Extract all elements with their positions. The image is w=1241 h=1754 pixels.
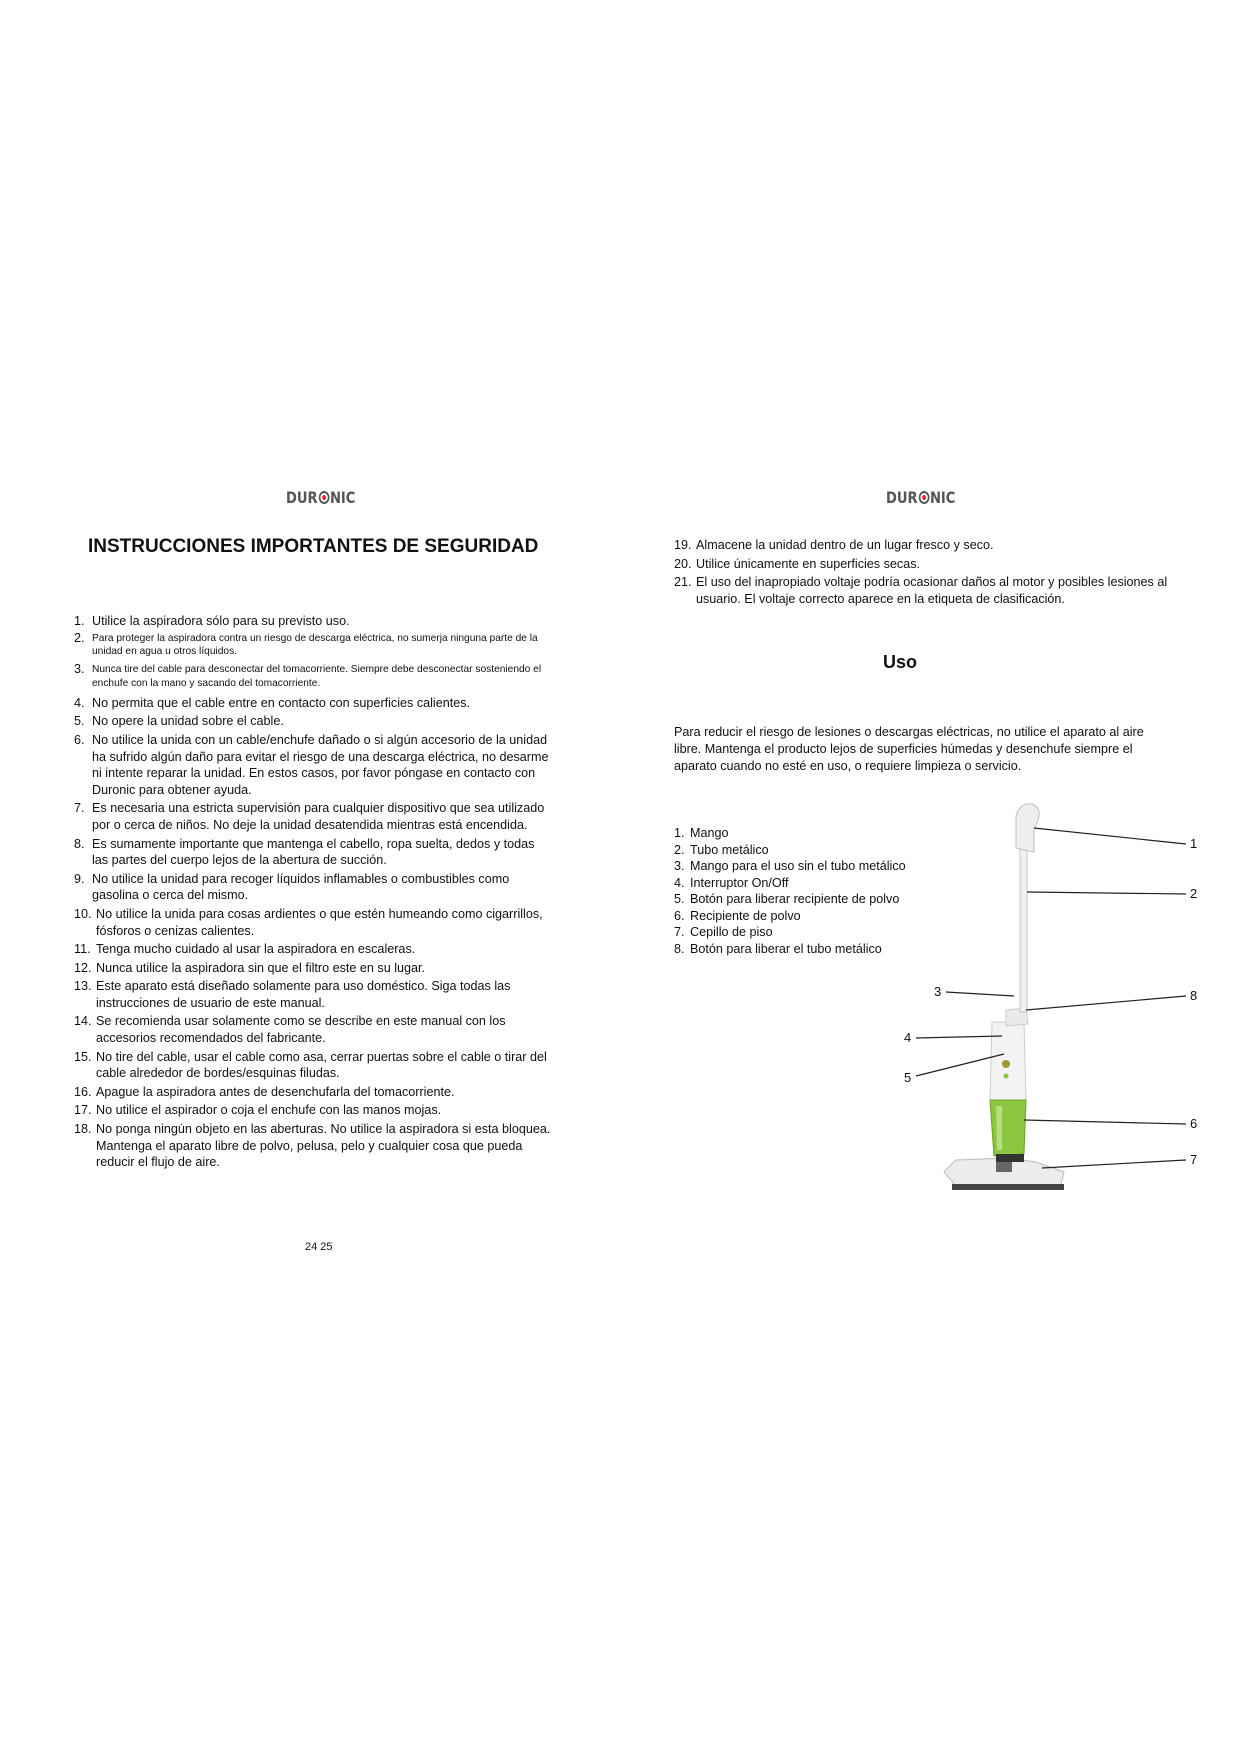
item-number: 3. [74, 662, 85, 677]
item-number: 6. [674, 908, 685, 923]
item-number: 8. [74, 836, 85, 851]
item-number: 2. [74, 630, 85, 645]
right-page [620, 0, 1241, 1754]
item-number: 9. [74, 871, 85, 886]
list-item [74, 613, 554, 630]
list-item [74, 1121, 554, 1171]
callout-2: 2 [1190, 886, 1198, 901]
callout-6: 6 [1190, 1116, 1198, 1131]
list-item [74, 732, 554, 798]
item-number: 8. [674, 941, 685, 956]
item-text: No ponga ningún objeto en las aberturas. No utilice la aspiradora si esta bloquea. Mantenga el aparato libre de polvo, pelusa, pelo y cualquier cosa que pueda reducir el flujo de aire. [96, 1122, 551, 1170]
item-text: No utilice el aspirador o coja el enchufe con las manos mojas. [96, 1103, 442, 1118]
item-number: 5. [674, 892, 685, 906]
vacuum-body-icon [990, 1008, 1028, 1100]
item-text: Es necesaria una estricta supervisión para cualquier dispositivo que sea utilizado por o cerca de niños. No deje la unidad desatendida mientras está encendida. [92, 801, 545, 832]
callout-5: 5 [904, 1070, 912, 1085]
item-text: Nunca utilice la aspiradora sin que el filtro este en su lugar. [96, 960, 426, 975]
item-text: Mango [690, 826, 729, 840]
item-text: Tenga mucho cuidado al usar la aspiradora en escaleras. [96, 942, 416, 957]
list-item [74, 941, 554, 958]
item-number: 1. [674, 826, 685, 840]
list-item [74, 800, 554, 833]
item-text: Apague la aspiradora antes de desenchufarla del tomacorriente. [96, 1084, 455, 1099]
safety-list-continued [674, 537, 1194, 609]
item-number: 16. [74, 1084, 92, 1099]
logo-o-icon [918, 491, 929, 504]
list-item [74, 978, 554, 1011]
list-item [74, 663, 554, 691]
item-number: 12. [74, 960, 92, 975]
item-text: Utilice la aspiradora sólo para su previsto uso. [92, 614, 350, 628]
item-number: 10. [74, 906, 92, 921]
logo-o-icon [318, 491, 329, 504]
item-text: No utilice la unidad para recoger líquidos inflamables o combustibles como gasolina o cerca del mismo. [92, 871, 510, 903]
page-title: INSTRUCCIONES IMPORTANTES DE SEGURIDAD [88, 536, 539, 557]
list-item [74, 1084, 554, 1101]
page-numbers: 24 25 [305, 1241, 333, 1253]
item-text: Botón para liberar el tubo metálico [690, 941, 882, 956]
list-item [74, 1102, 554, 1119]
list-item [74, 713, 554, 730]
list-item [74, 871, 554, 904]
item-number: 21. [674, 575, 692, 590]
list-item [674, 556, 1194, 573]
item-number: 11. [74, 942, 91, 957]
item-number: 7. [674, 925, 685, 939]
section-title-uso: Uso [883, 652, 918, 672]
item-text: Botón para liberar recipiente de polvo [690, 892, 900, 906]
item-number: 17. [74, 1103, 92, 1118]
item-text: Utilice únicamente en superficies secas. [696, 556, 920, 571]
item-text: Mango para el uso sin el tubo metálico [690, 859, 906, 873]
item-number: 15. [74, 1049, 92, 1064]
item-text: No permita que el cable entre en contacto con superficies calientes. [92, 695, 471, 710]
release-button-icon [1004, 1074, 1009, 1079]
list-item [74, 1049, 554, 1082]
item-number: 6. [74, 732, 85, 747]
list-item [74, 1013, 554, 1046]
callout-7: 7 [1190, 1152, 1198, 1167]
item-text: Cepillo de piso [690, 925, 773, 939]
item-number: 1. [74, 614, 85, 628]
uso-paragraph: Para reducir el riesgo de lesiones o descargas eléctricas, no utilice el aparato al aire libre. Mantenga el producto lejos de superficies húmedas y desenchufe siempre el aparato cuando no esté en uso, o requiere limpieza o servicio. [674, 725, 1144, 773]
list-item [674, 537, 1194, 554]
item-number: 14. [74, 1014, 92, 1029]
list-item [74, 960, 554, 977]
list-item [74, 836, 554, 869]
item-number: 20. [674, 556, 692, 571]
item-text: Almacene la unidad dentro de un lugar fresco y seco. [696, 538, 994, 552]
item-text: Es sumamente importante que mantenga el cabello, ropa suelta, dedos y todas las partes del cuerpo lejos de la abertura de succión. [92, 836, 535, 868]
safety-list [74, 613, 554, 1173]
item-text: No utilice la unida para cosas ardientes o que estén humeando como cigarrillos, fósforos o cenizas calientes. [96, 906, 543, 938]
item-text: No opere la unidad sobre el cable. [92, 714, 284, 729]
item-number: 19. [674, 538, 692, 552]
item-text: El uso del inapropiado voltaje podría ocasionar daños al motor y posibles lesiones al usuario. El voltaje correcto aparece en la etiqueta de clasificación. [696, 575, 1168, 606]
item-number: 4. [74, 695, 85, 710]
list-item [74, 695, 554, 712]
callout-1: 1 [1190, 836, 1198, 851]
item-text: No tire del cable, usar el cable como asa, cerrar puertas sobre el cable o tirar del cable alrededor de bordes/esquinas filudas. [96, 1049, 547, 1081]
list-item [74, 632, 554, 660]
duronic-logo: DUR NIC [286, 488, 356, 507]
list-item [674, 574, 1194, 607]
item-number: 2. [674, 842, 685, 857]
dust-canister-icon [990, 1100, 1026, 1162]
item-text: Se recomienda usar solamente como se describe en este manual con los accesorios recomendados del fabricante. [96, 1014, 506, 1046]
left-page [0, 0, 620, 1754]
item-number: 18. [74, 1122, 92, 1137]
item-text: Recipiente de polvo [690, 908, 801, 923]
item-number: 7. [74, 801, 85, 816]
item-text: Nunca tire del cable para desconectar del tomacorriente. Siempre debe desconectar sosteniendo el enchufe con la mano y sacando del tomacorriente. [92, 664, 542, 689]
item-text: Tubo metálico [690, 842, 769, 857]
item-number: 13. [74, 979, 92, 994]
callout-numbers [904, 836, 1197, 1167]
item-text: Interruptor On/Off [690, 875, 789, 890]
item-text: Para proteger la aspiradora contra un riesgo de descarga eléctrica, no sumerja ninguna parte de la unidad en agua u otros líquidos. [92, 632, 538, 658]
item-number: 5. [74, 714, 85, 729]
item-number: 4. [674, 875, 685, 890]
duronic-logo: DUR NIC [886, 488, 956, 507]
callout-3: 3 [934, 984, 942, 999]
power-switch-icon [1002, 1060, 1010, 1068]
list-item [74, 906, 554, 939]
item-text: No utilice la unida con un cable/enchufe dañado o si algún accesorio de la unidad ha sufrido algún daño para evitar el riesgo de una descarga eléctrica, no desarme ni intente reparar la unidad. En estos casos, por favor póngase en contacto con Duronic para obtener ayuda. [92, 732, 549, 797]
callout-4: 4 [904, 1030, 912, 1045]
callout-lines [916, 828, 1186, 1168]
metal-tube-icon [1020, 846, 1027, 1012]
item-text: Este aparato está diseñado solamente para uso doméstico. Siga todas las instrucciones de usuario de este manual. [96, 979, 511, 1010]
vacuum-diagram [856, 800, 1226, 1240]
callout-8: 8 [1190, 988, 1198, 1003]
floor-brush-icon [944, 1158, 1064, 1190]
item-number: 3. [674, 859, 685, 873]
